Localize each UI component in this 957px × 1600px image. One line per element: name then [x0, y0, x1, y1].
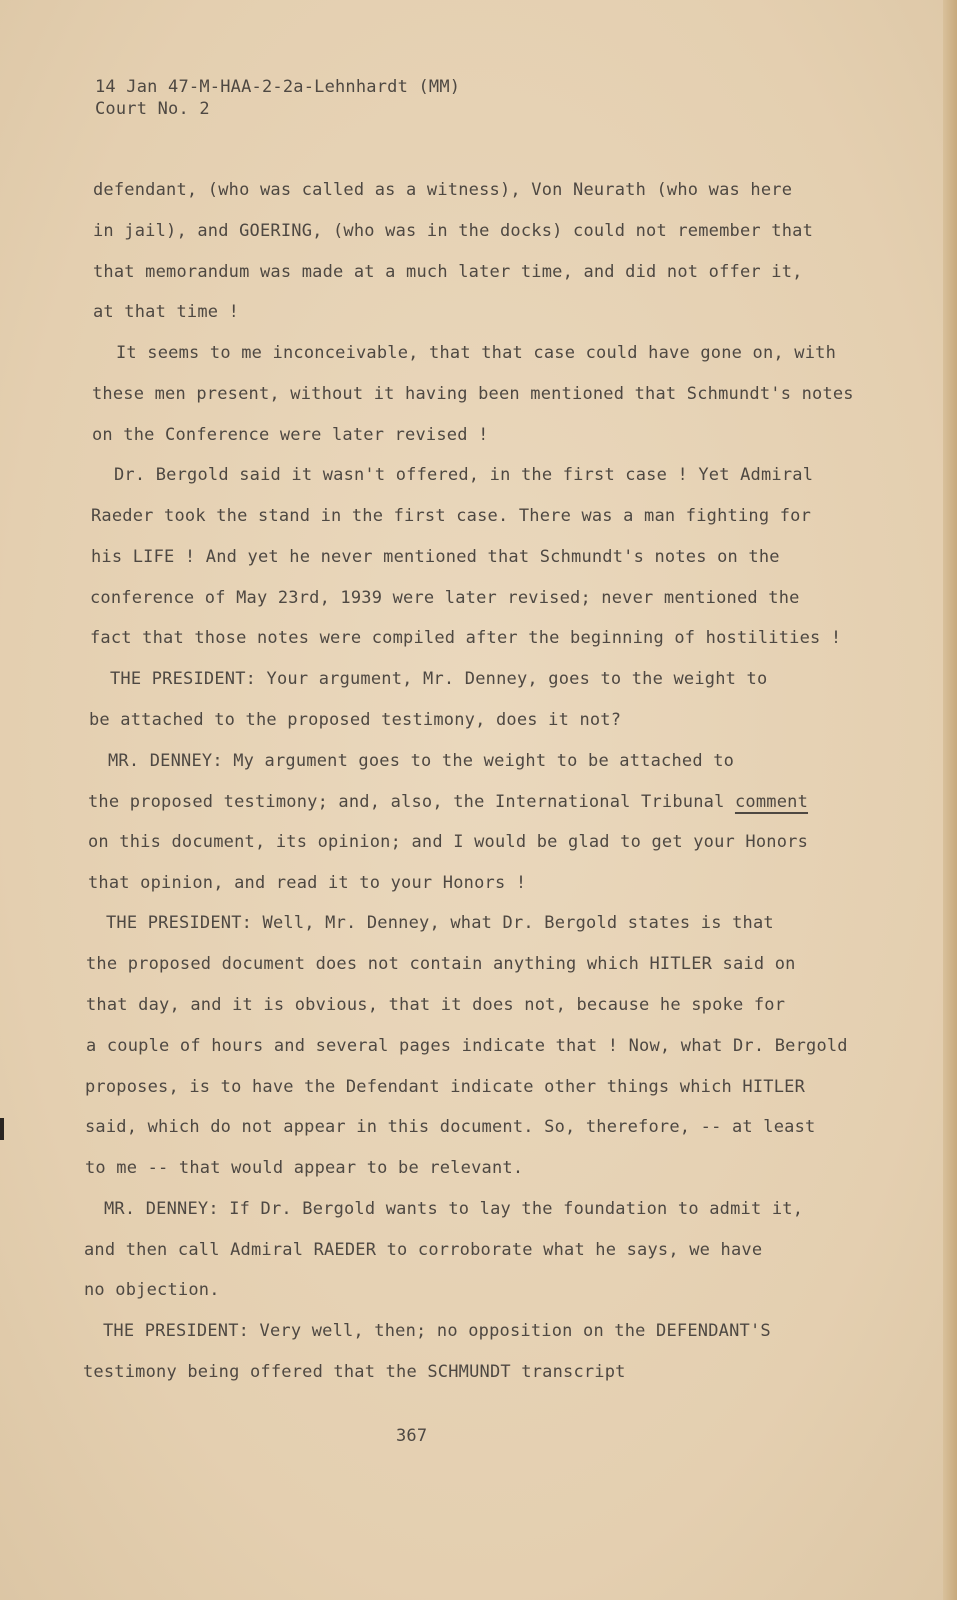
- speaker-line: MR. DENNEY: My argument goes to the weight to be attached to: [108, 751, 735, 771]
- text-line: that opinion, and read it to your Honors !: [88, 873, 527, 893]
- text-line: that memorandum was made at a much later time, and did not offer it,: [93, 262, 803, 282]
- document-header: [95, 76, 460, 120]
- text-line: these men present, without it having been mentioned that Schmundt's notes: [92, 384, 854, 404]
- binding-mark: [0, 1118, 4, 1140]
- text-line: no objection.: [84, 1280, 220, 1300]
- text-line: on the Conference were later revised !: [92, 425, 489, 445]
- text-line: testimony being offered that the SCHMUNDT transcript: [83, 1362, 626, 1382]
- text-fragment: the proposed testimony; and, also, the International Tribunal: [88, 792, 725, 812]
- text-line: on this document, its opinion; and I would be glad to get your Honors: [88, 832, 809, 852]
- text-line: be attached to the proposed testimony, does it not?: [89, 710, 622, 730]
- page-number: 367: [396, 1426, 428, 1446]
- text-line: that day, and it is obvious, that it does not, because he spoke for: [86, 995, 786, 1015]
- text-line: a couple of hours and several pages indicate that ! Now, what Dr. Bergold: [86, 1036, 848, 1056]
- text-line: at that time !: [93, 302, 240, 322]
- speaker-line: MR. DENNEY: If Dr. Bergold wants to lay the foundation to admit it,: [104, 1199, 804, 1219]
- text-line: the proposed document does not contain anything which HITLER said on: [86, 954, 796, 974]
- speaker-line: THE PRESIDENT: Very well, then; no opposition on the DEFENDANT'S: [103, 1321, 771, 1341]
- underlined-word: comment: [734, 792, 809, 812]
- text-line: proposes, is to have the Defendant indicate other things which HITLER: [85, 1077, 806, 1097]
- text-line: said, which do not appear in this document. So, therefore, -- at least: [85, 1117, 816, 1137]
- text-line: defendant, (who was called as a witness), Von Neurath (who was here: [93, 180, 793, 200]
- text-line: and then call Admiral RAEDER to corroborate what he says, we have: [84, 1240, 763, 1260]
- text-line: Raeder took the stand in the first case. There was a man fighting for: [91, 506, 812, 526]
- text-line: conference of May 23rd, 1939 were later revised; never mentioned the: [90, 588, 800, 608]
- speaker-line: THE PRESIDENT: Well, Mr. Denney, what Dr. Bergold states is that: [106, 913, 774, 933]
- header-reference-line: 14 Jan 47-M-HAA-2-2a-Lehnhardt (MM): [95, 77, 461, 97]
- text-line: in jail), and GOERING, (who was in the docks) could not remember that: [93, 221, 814, 241]
- text-line: to me -- that would appear to be relevant.: [85, 1158, 524, 1178]
- text-line-with-underline: [88, 792, 808, 812]
- text-line: fact that those notes were compiled after the beginning of hostilities !: [90, 628, 842, 648]
- text-line: Dr. Bergold said it wasn't offered, in the first case ! Yet Admiral: [114, 465, 814, 485]
- text-line: his LIFE ! And yet he never mentioned that Schmundt's notes on the: [91, 547, 780, 567]
- header-court-line: Court No. 2: [95, 99, 210, 119]
- text-line: It seems to me inconceivable, that that case could have gone on, with: [116, 343, 837, 363]
- speaker-line: THE PRESIDENT: Your argument, Mr. Denney, goes to the weight to: [110, 669, 768, 689]
- page-edge: [943, 0, 957, 1600]
